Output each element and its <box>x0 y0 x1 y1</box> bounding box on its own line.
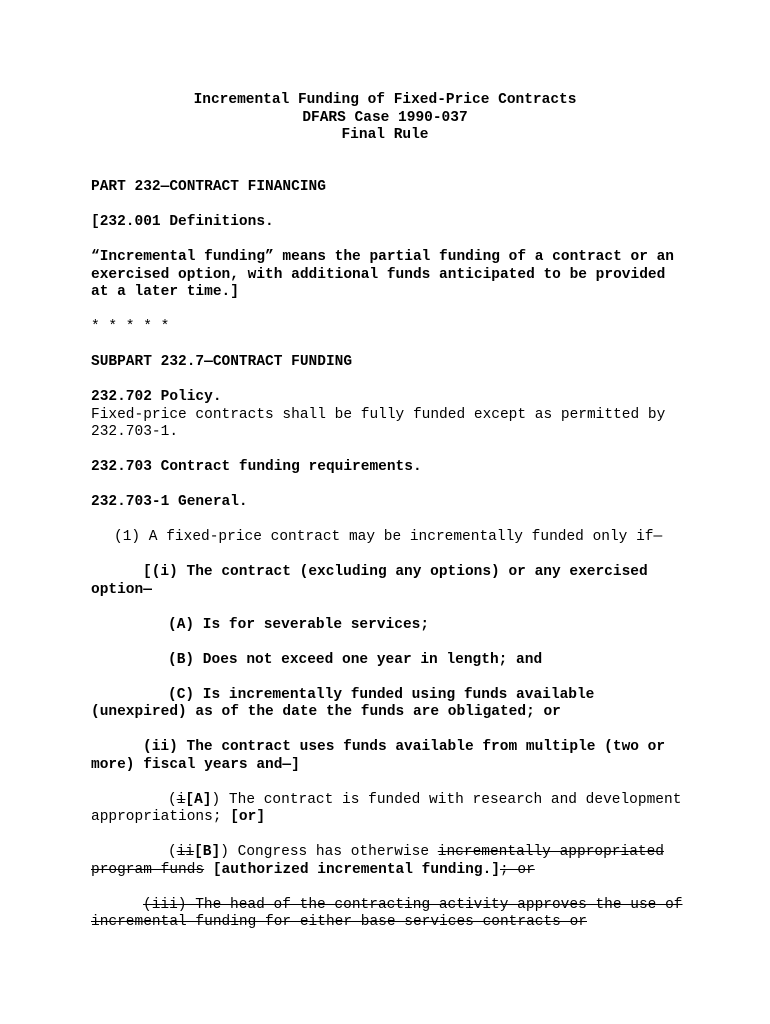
paragraph-iiB <box>91 844 691 879</box>
section-separator: * * * * * <box>91 319 170 335</box>
rule-type: Final Rule <box>341 127 429 143</box>
document-header <box>0 92 770 145</box>
paragraph-1: (1) A fixed-price contract may be incrementally funded only if— <box>114 529 663 545</box>
paragraph-iii-text: (iii) The head of the contracting activity approves the use of incremental funding for either base services contracts or <box>91 896 683 930</box>
requirements-heading: 232.703 Contract funding requirements. <box>91 459 422 475</box>
policy-heading: 232.702 Policy. <box>91 389 222 405</box>
document-body <box>91 179 691 949</box>
part-heading: PART 232—CONTRACT FINANCING <box>91 179 326 195</box>
paragraph-iA-text: ) The contract is funded with research and development appropriations; <box>91 791 682 825</box>
deleted-or: ; or <box>499 861 535 878</box>
paragraph-ii: (ii) The contract uses funds available from multiple (two or more) fiscal years and—] <box>91 739 666 773</box>
paragraph-A: (A) Is for severable services; <box>168 616 430 633</box>
paren-open: ( <box>168 844 177 860</box>
definition-text: “Incremental funding” means the partial funding of a contract or an exercised option, with additional funds anticipated to be provided at a later time.] <box>91 249 674 300</box>
document-title: Incremental Funding of Fixed-Price Contracts <box>193 92 577 108</box>
deleted-marker: ii <box>176 844 195 860</box>
case-number: DFARS Case 1990-037 <box>302 109 468 126</box>
general-heading: 232.703-1 General. <box>91 494 248 510</box>
definitions-heading: [232.001 Definitions. <box>91 214 274 230</box>
deleted-marker: i <box>176 791 186 808</box>
paragraph-i: [(i) The contract (excluding any options) or any exercised option— <box>91 564 648 598</box>
deleted-phrase: incrementally appropriated program funds <box>91 844 665 878</box>
inserted-or: [or] <box>230 809 266 825</box>
paragraph-iA <box>91 792 691 827</box>
inserted-phrase: [authorized incremental funding.] <box>204 861 500 878</box>
paragraph-iii-deleted <box>91 897 691 932</box>
subpart-heading: SUBPART 232.7—CONTRACT FUNDING <box>91 354 353 370</box>
inserted-marker: [A] <box>185 791 212 808</box>
paren-open: ( <box>168 791 177 808</box>
policy-text: Fixed-price contracts shall be fully funded except as permitted by 232.703-1. <box>91 406 666 440</box>
paragraph-B: (B) Does not exceed one year in length; and <box>168 651 543 668</box>
paragraph-C: (C) Is incrementally funded using funds available (unexpired) as of the date the funds are obligated; or <box>91 686 595 720</box>
paragraph-iiB-text: ) Congress has otherwise <box>220 844 438 860</box>
inserted-marker: [B] <box>194 844 221 860</box>
